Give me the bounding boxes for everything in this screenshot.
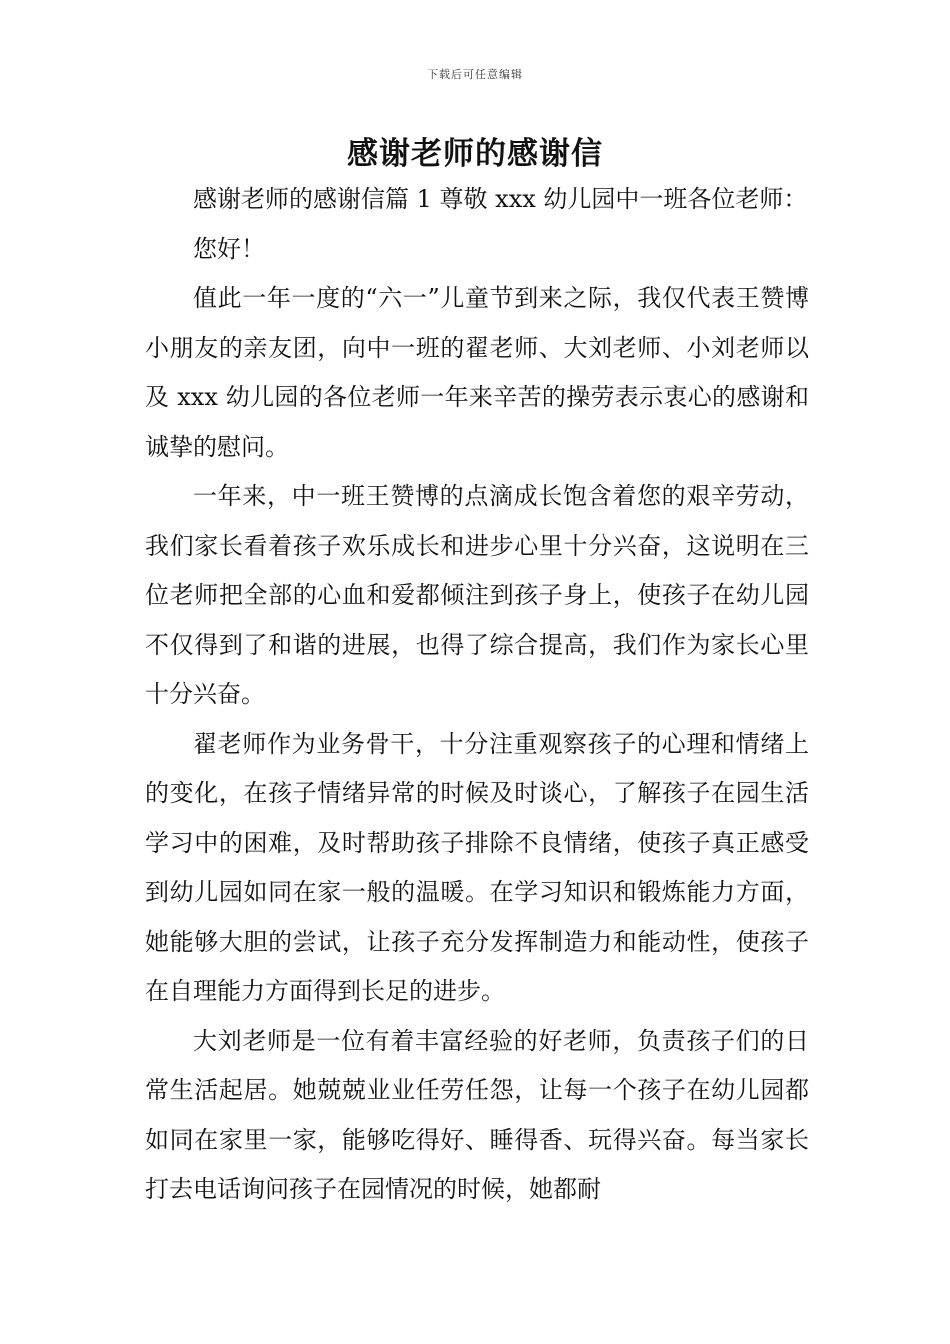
letter-body (145, 175, 809, 1215)
letter-title: 感谢老师的感谢信 (347, 136, 603, 172)
paragraph-teacher-zhai: 翟老师作为业务骨干，十分注重观察孩子的心理和情绪上的变化，在孩子情绪异常的时候及时谈心，了解孩子在园生活学习中的困难，及时帮助孩子排除不良情绪，使孩子真正感受到幼儿园如同在家一般的温暖。在学习知识和锻炼能力方面，她能够大胆的尝试，让孩子充分发挥制造力和能动性，使孩子在自理能力方面得到长足的进步。 (145, 729, 809, 1005)
paragraph-opening: 值此一年一度的“六一”儿童节到来之际，我仅代表王赞博小朋友的亲友团，向中一班的翟老师、大刘老师、小刘老师以及 xxx 幼儿园的各位老师一年来辛苦的操劳表示衷心的感谢和诚挚的慰问。 (145, 284, 809, 461)
paragraph-salutation: 您好！ (193, 234, 265, 263)
header-note: 下载后可任意编辑 (427, 68, 523, 81)
paragraph-greeting-line: 感谢老师的感谢信篇 1 尊敬 xxx 幼儿园中一班各位老师： (193, 185, 808, 213)
paragraph-teacher-daliu: 大刘老师是一位有着丰富经验的好老师，负责孩子们的日常生活起居。她兢兢业业任劳任怨，让每一个孩子在幼儿园都如同在家里一家，能够吃得好、睡得香、玩得兴奋。每当家长打去电话询问孩子在园情况的时候，她都耐 (145, 1026, 809, 1203)
paragraph-growth: 一年来，中一班王赞博的点滴成长饱含着您的艰辛劳动，我们家长看着孩子欢乐成长和进步心里十分兴奋，这说明在三位老师把全部的心血和爱都倾注到孩子身上，使孩子在幼儿园不仅得到了和谐的进展，也得了综合提高，我们作为家长心里十分兴奋。 (145, 482, 809, 708)
